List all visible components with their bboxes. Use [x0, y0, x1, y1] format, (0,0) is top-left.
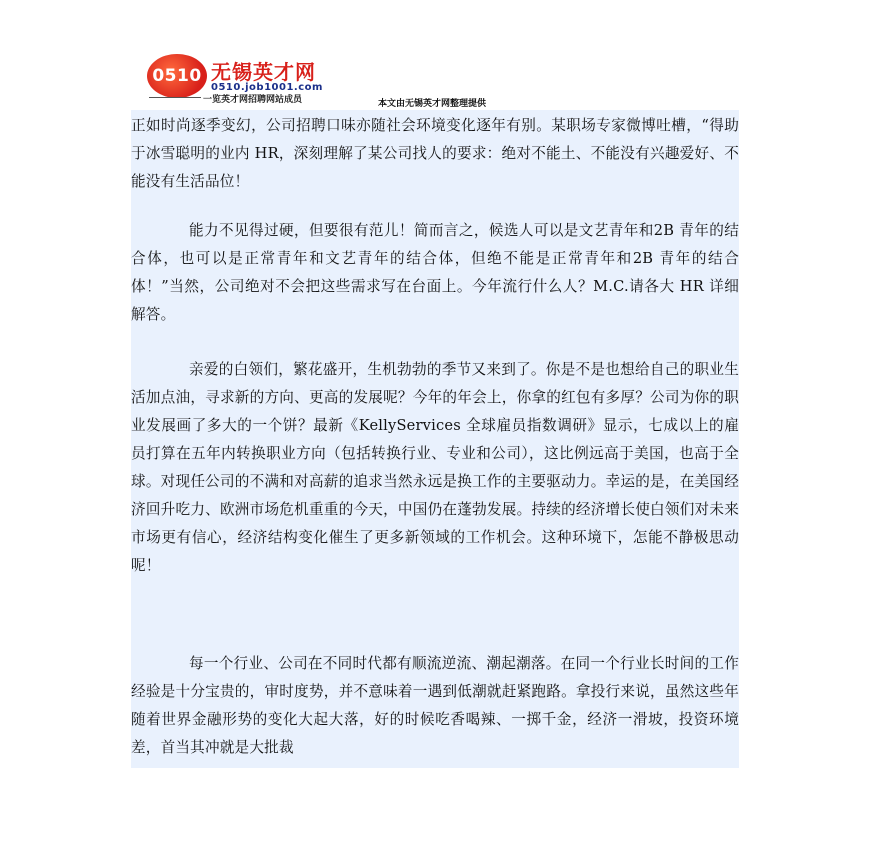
paragraph-4: 每一个行业、公司在不同时代都有顺流逆流、潮起潮落。在同一个行业长时间的工作经验是十分宝贵的，审时度势，并不意味着一遇到低潮就赶紧跑路。拿投行来说，虽然这些年随着世界金融形势的变化大起大落，好的时候吃香喝辣、一掷千金，经济一滑坡，投资环境差，首当其冲就是大批裁: [131, 655, 739, 756]
paragraph-3: 亲爱的白领们，繁花盛开，生机勃勃的季节又来到了。你是不是也想给自己的职业生活加点油，寻求新的方向、更高的发展呢？今年的年会上，你拿的红包有多厚？公司为你的职业发展画了多大的一个饼？最新《KellyServices 全球雇员指数调研》显示，七成以上的雇员打算在五年内转换职业方向（包括转换行业、专业和公司），这比例远高于美国，也高于全球。对现任公司的不满和对高薪的追求当然永远是换工作的主要驱动力。幸运的是，在美国经济回升吃力、欧洲市场危机重重的今天，中国仍在蓬勃发展。持续的经济增长使白领们对未来市场更有信心，经济结构变化催生了更多新领域的工作机会。这种环境下，怎能不静极思动呢！: [131, 361, 739, 574]
provider-note: 本文由无锡英才网整理提供: [378, 99, 487, 109]
paragraph-1: 正如时尚逐季变幻，公司招聘口味亦随社会环境变化逐年有别。某职场专家微博吐槽，“得助于冰雪聪明的业内 HR，深刻理解了某公司找人的要求：绝对不能土、不能没有兴趣爱好、不能没有生活品位！: [131, 117, 739, 190]
logo-circle: 0510: [147, 54, 207, 98]
logo-url: 0510.job1001.com: [211, 82, 323, 93]
logo-tagline: 一览英才网招聘网站成员: [203, 95, 303, 105]
logo-divider: [149, 97, 201, 98]
article-body: [131, 110, 739, 768]
paragraph-2: 能力不见得过硬，但要很有范儿！简而言之，候选人可以是文艺青年和2B 青年的结合体，也可以是正常青年和文艺青年的结合体，但绝不能是正常青年和2B 青年的结合体！”当然，公司绝对不会把这些需求写在台面上。今年流行什么人？M.C.请各大 HR 详细解答。: [131, 222, 739, 323]
site-header: [145, 52, 745, 112]
logo-title: 无锡英才网: [211, 60, 316, 84]
